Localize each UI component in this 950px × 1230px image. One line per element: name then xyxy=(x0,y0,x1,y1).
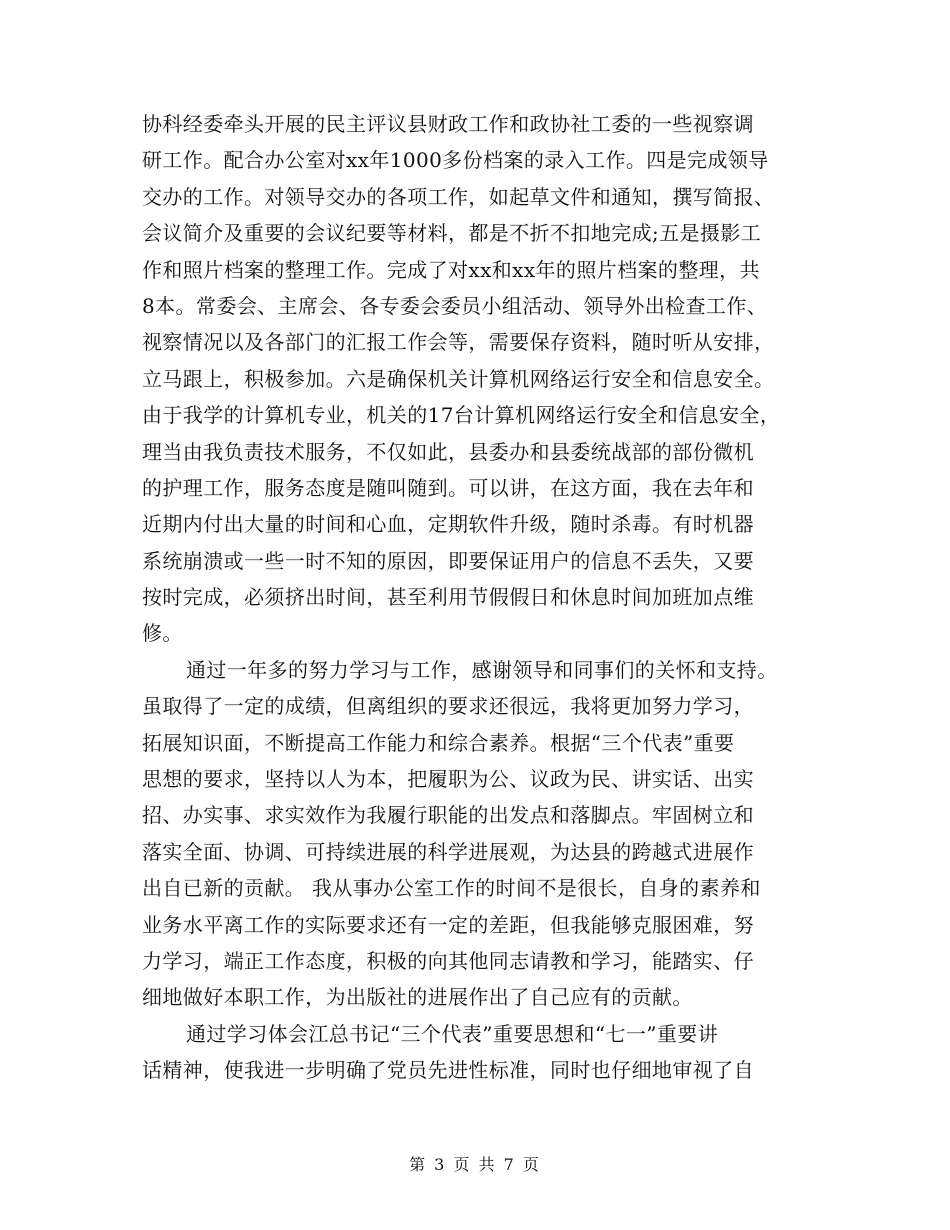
text-line: 按时完成，必须挤出时间，甚至利用节假假日和休息时间加班加点维 xyxy=(142,585,754,610)
text-line: 细地做好本职工作，为出版社的进展作出了自己应有的贡献。 xyxy=(142,985,693,1010)
text-line: 的护理工作，服务态度是随叫随到。可以讲，在这方面，我在去年和 xyxy=(142,475,754,500)
text-line: 由于我学的计算机专业，机关的17台计算机网络运行安全和信息安全， xyxy=(142,403,781,428)
text-line: 拓展知识面，不断提高工作能力和综合素养。根据“三个代表”重要 xyxy=(142,730,735,755)
text-line: 系统崩溃或一些一时不知的原因，即要保证用户的信息不丢失，又要 xyxy=(142,548,754,573)
page-number-footer: 第 3 页 共 7 页 xyxy=(409,1155,541,1174)
text-line: 落实全面、协调、可持续进展的科学进展观，为达县的跨越式进展作 xyxy=(142,839,754,864)
text-line: 协科经委牵头开展的民主评议县财政工作和政协社工委的一些视察调 xyxy=(142,112,754,136)
text-line: 修。 xyxy=(142,621,183,646)
text-line: 8本。常委会、主席会、各专委会委员小组活动、领导外出检查工作、 xyxy=(142,293,768,318)
paragraph-start-line: 通过一年多的努力学习与工作，感谢领导和同事们的关怀和支持。 xyxy=(186,657,778,682)
text-line: 立马跟上，积极参加。六是确保机关计算机网络运行安全和信息安全。 xyxy=(142,366,775,391)
text-line: 力学习，端正工作态度，积极的向其他同志请教和学习，能踏实、仔 xyxy=(142,948,754,973)
document-body xyxy=(142,106,822,1089)
text-line: 出自已新的贡献。 我从事办公室工作的时间不是很长，自身的素养和 xyxy=(142,876,761,901)
text-line: 视察情况以及各部门的汇报工作会等，需要保存资料，随时听从安排， xyxy=(142,330,775,355)
text-line: 理当由我负责技术服务，不仅如此，县委办和县委统战部的部份微机 xyxy=(142,439,754,464)
text-line: 思想的要求，坚持以人为本，把履职为公、议政为民、讲实话、出实 xyxy=(142,767,754,792)
text-line: 近期内付出大量的时间和心血，定期软件升级，随时杀毒。有时机器 xyxy=(142,512,754,537)
text-line: 虽取得了一定的成绩，但离组织的要求还很远，我将更加努力学习， xyxy=(142,694,754,719)
text-line: 话精神，使我进一步明确了党员先进性标准，同时也仔细地审视了自 xyxy=(142,1058,754,1083)
text-line: 业务水平离工作的实际要求还有一定的差距，但我能够克服困难，努 xyxy=(142,912,754,937)
text-line: 作和照片档案的整理工作。完成了对xx和xx年的照片档案的整理，共 xyxy=(142,257,760,282)
text-line: 交办的工作。对领导交办的各项工作，如起草文件和通知，撰写简报、 xyxy=(142,184,775,209)
paragraph-start-line: 通过学习体会江总书记“三个代表”重要思想和“七一”重要讲 xyxy=(186,1021,719,1046)
text-line: 会议简介及重要的会议纪要等材料，都是不折不扣地完成;五是摄影工 xyxy=(142,221,762,246)
text-line: 研工作。配合办公室对xx年1000多份档案的录入工作。四是完成领导 xyxy=(142,148,769,173)
text-line: 招、办实事、求实效作为我履行职能的出发点和落脚点。牢固树立和 xyxy=(142,803,754,828)
